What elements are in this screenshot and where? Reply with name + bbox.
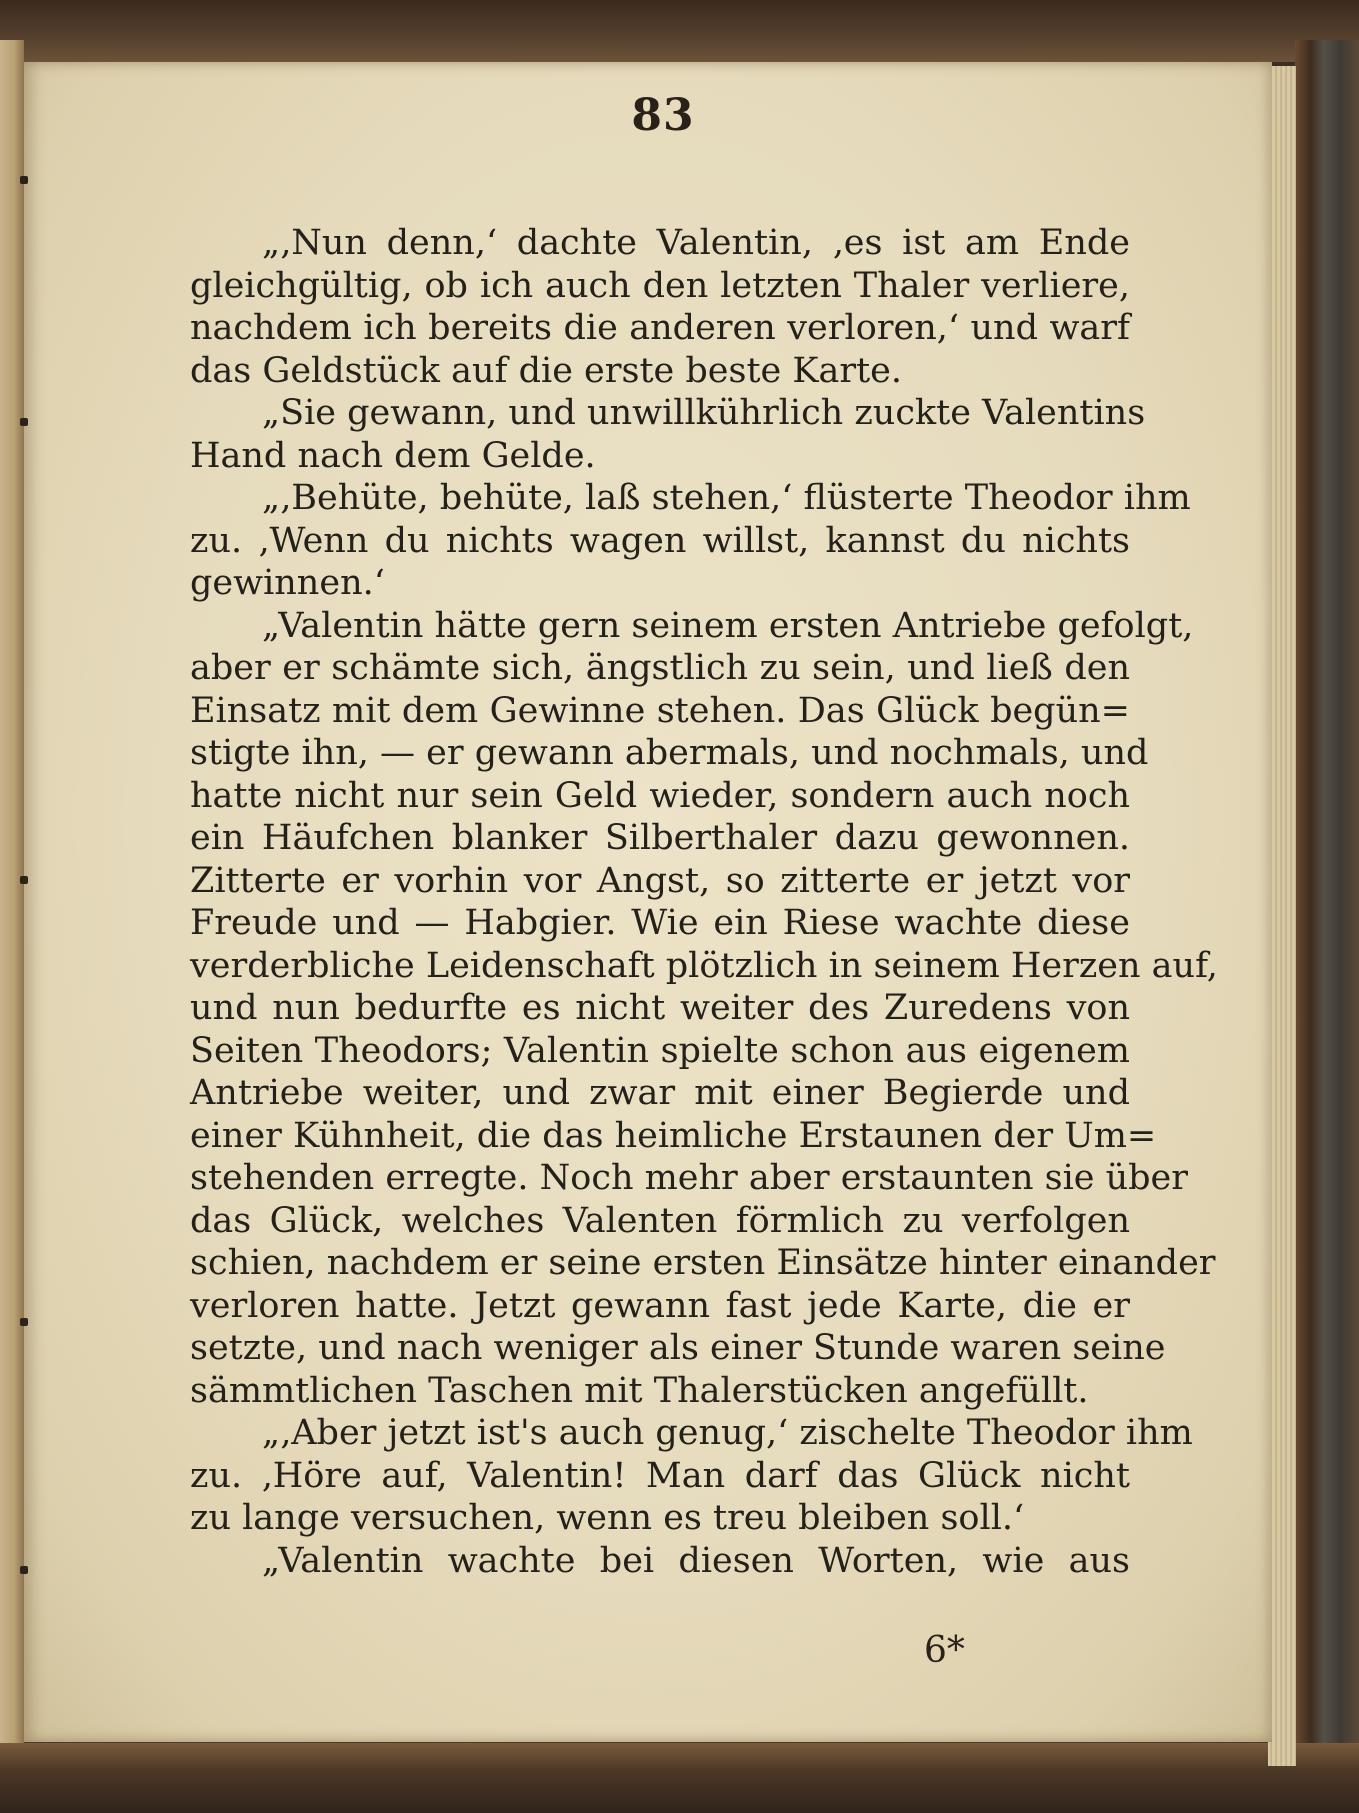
text-line: „‚Aber jetzt ist's auch genug,‘ zischelte Theodor ihm <box>262 1413 1193 1453</box>
text-line: sämmtlichen Taschen mit Thalerstücken angefüllt. <box>190 1370 1089 1411</box>
text-line: „Valentin wachte bei diesen Worten, wie aus <box>262 1540 1130 1581</box>
text-line: zu. ‚Wenn du nichts wagen willst, kannst du nichts <box>190 520 1130 561</box>
text-line: einer Kühnheit, die das heimliche Erstaunen der Um= <box>190 1115 1157 1156</box>
signature-mark: 6* <box>924 1630 965 1671</box>
text-line: Zitterte er vorhin vor Angst, so zitterte er jetzt vor <box>190 860 1130 901</box>
text-line: nachdem ich bereits die anderen verloren,‘ und warf <box>190 308 1130 348</box>
book-cover-top-edge <box>0 0 1359 62</box>
page-edges <box>1268 66 1296 1766</box>
text-line: Einsatz mit dem Gewinne stehen. Das Glück begün= <box>190 690 1130 731</box>
book-cover-right-edge <box>1295 40 1359 1780</box>
text-line: Hand nach dem Gelde. <box>190 435 596 476</box>
text-line: Seiten Theodors; Valentin spielte schon aus eigenem <box>190 1030 1130 1071</box>
binding-mark <box>20 1566 28 1574</box>
text-line: ein Häufchen blanker Silberthaler dazu gewonnen. <box>190 818 1130 858</box>
binding-mark <box>20 1318 28 1326</box>
text-line: gewinnen.‘ <box>190 563 385 603</box>
binding-mark <box>20 876 28 884</box>
text-line: gleichgültig, ob ich auch den letzten Thaler verliere, <box>190 265 1130 306</box>
text-line: „Valentin hätte gern seinem ersten Antriebe gefolgt, <box>262 605 1194 646</box>
text-line: zu lange versuchen, wenn es treu bleiben soll.‘ <box>190 1498 1025 1538</box>
text-line: verloren hatte. Jetzt gewann fast jede Karte, die er <box>190 1285 1130 1326</box>
text-line: aber er schämte sich, ängstlich zu sein, und ließ den <box>190 648 1130 688</box>
text-line: setzte, und nach weniger als einer Stunde waren seine <box>190 1328 1166 1368</box>
text-line: zu. ‚Höre auf, Valentin! Man darf das Glück nicht <box>190 1455 1130 1496</box>
text-line: schien, nachdem er seine ersten Einsätze hinter einander <box>190 1243 1216 1283</box>
binding-mark <box>20 418 28 426</box>
text-line: Freude und — Habgier. Wie ein Riese wachte diese <box>190 903 1130 943</box>
page-number: 83 <box>631 90 695 141</box>
text-line: verderbliche Leidenschaft plötzlich in seinem Herzen auf, <box>190 945 1218 986</box>
text-line: das Glück, welches Valenten förmlich zu verfolgen <box>190 1200 1130 1241</box>
text-line: das Geldstück auf die erste beste Karte. <box>190 350 902 391</box>
text-line: stigte ihn, — er gewann abermals, und nochmals, und <box>190 733 1149 773</box>
text-line: stehenden erregte. Noch mehr aber erstaunten sie über <box>190 1158 1188 1198</box>
binding-mark <box>20 176 28 184</box>
text-line: Antriebe weiter, und zwar mit einer Begierde und <box>190 1073 1130 1113</box>
book-cover-bottom-edge <box>0 1743 1359 1813</box>
text-line: hatte nicht nur sein Geld wieder, sondern auch noch <box>190 775 1130 816</box>
text-line: „Sie gewann, und unwillkührlich zuckte Valentins <box>262 393 1146 433</box>
text-line: „‚Nun denn,‘ dachte Valentin, ‚es ist am Ende <box>262 223 1130 263</box>
book-cover-left-edge <box>0 40 24 1760</box>
body-text <box>190 222 1218 1582</box>
text-line: „‚Behüte, behüte, laß stehen,‘ flüsterte Theodor ihm <box>262 478 1191 518</box>
text-line: und nun bedurfte es nicht weiter des Zuredens von <box>190 988 1130 1028</box>
